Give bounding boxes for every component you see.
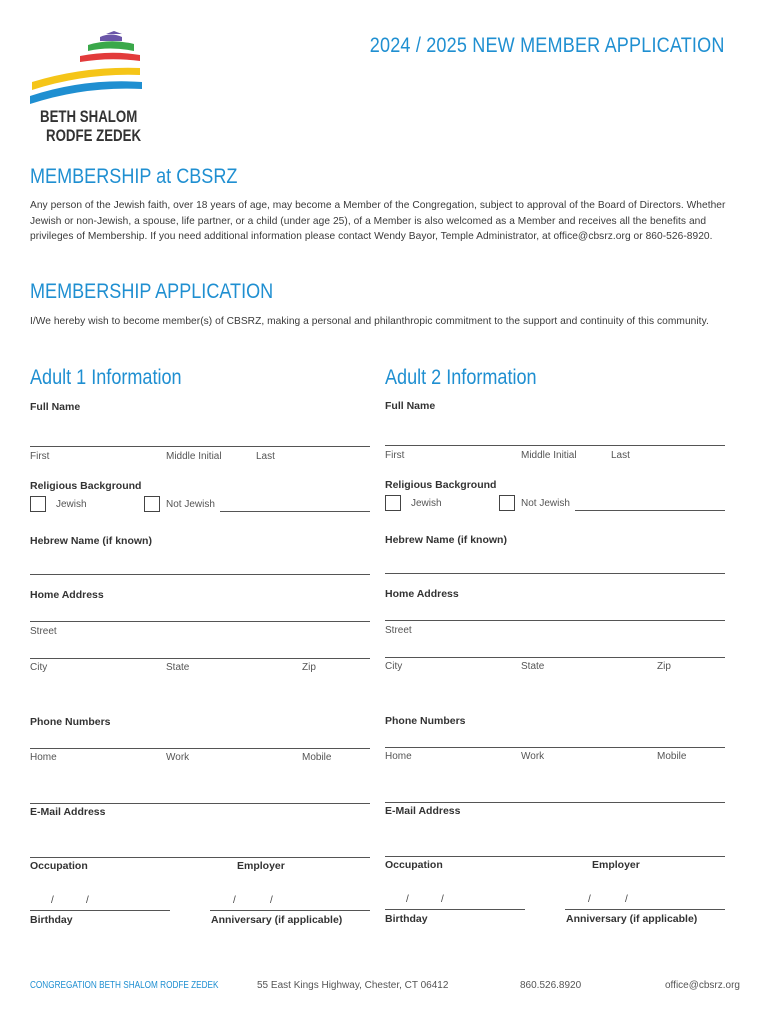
adult1-title: Adult 1 Information (30, 366, 182, 389)
adult1-anniversary-slash-2: / (270, 895, 273, 906)
adult1-mobile-phone-label: Mobile (302, 752, 332, 763)
footer-org-name: CONGREGATION BETH SHALOM RODFE ZEDEK (30, 980, 219, 991)
adult2-street-label: Street (385, 625, 412, 636)
adult1-hebrew-field[interactable] (30, 574, 370, 575)
adult1-hebrew-label: Hebrew Name (if known) (30, 535, 152, 547)
adult1-phones-label: Phone Numbers (30, 716, 111, 728)
membership-description: Any person of the Jewish faith, over 18 years of age, may become a Member of the Congregation, subject to approval of the Board of Directors. Whether Jewish or non-Jewish, a spouse, life partner, or a child (under age 25), of a Member is also welcomed as a Member and receives all the benefits and privileges of Membership. If you need additional information please contact Wendy Bayor, Temple Administrator, at office@cbsrz.org or 860-526-8920. (30, 200, 726, 242)
adult2-work-phone-label: Work (521, 751, 545, 762)
adult1-zip-label: Zip (302, 662, 316, 673)
adult1-email-label: E-Mail Address (30, 806, 106, 818)
adult1-street-label: Street (30, 626, 57, 637)
adult2-city-field[interactable] (385, 657, 725, 658)
adult2-first-label: First (385, 450, 405, 461)
adult1-birthday-label: Birthday (30, 914, 73, 926)
adult2-city-label: City (385, 661, 403, 672)
adult1-employer-label: Employer (237, 860, 285, 872)
logo-stripes-icon (30, 30, 145, 110)
footer-address: 55 East Kings Highway, Chester, CT 06412 (257, 980, 449, 991)
congregation-logo (30, 30, 145, 145)
adult2-full-name-label: Full Name (385, 400, 436, 412)
adult1-anniversary-label: Anniversary (if applicable) (211, 914, 343, 926)
adult2-not-jewish-label: Not Jewish (521, 498, 570, 509)
adult2-full-name-field[interactable] (385, 445, 725, 446)
adult1-email-field[interactable] (30, 803, 370, 804)
adult2-mobile-phone-label: Mobile (657, 751, 687, 762)
adult1-last-label: Last (256, 451, 275, 462)
adult2-street-field[interactable] (385, 620, 725, 621)
adult1-home-address-label: Home Address (30, 589, 104, 601)
adult1-full-name-field[interactable] (30, 446, 370, 447)
adult1-city-label: City (30, 662, 48, 673)
logo-text-line1: BETH SHALOM (40, 107, 138, 126)
adult1-street-field[interactable] (30, 621, 370, 622)
adult1-anniversary-slash-1: / (233, 895, 236, 906)
adult1-not-jewish-label: Not Jewish (166, 499, 215, 510)
adult1-work-phone-label: Work (166, 752, 190, 763)
adult2-religious-label: Religious Background (385, 479, 497, 491)
adult1-occupation-label: Occupation (30, 860, 88, 872)
footer-email-link[interactable]: office@cbsrz.org (665, 980, 740, 991)
adult2-hebrew-field[interactable] (385, 573, 725, 574)
adult2-birthday-label: Birthday (385, 913, 428, 925)
adult2-last-label: Last (611, 450, 630, 461)
adult1-birthday-slash-1: / (51, 895, 54, 906)
adult2-not-jewish-field[interactable] (575, 510, 725, 511)
adult2-anniversary-label: Anniversary (if applicable) (566, 913, 698, 925)
adult1-first-label: First (30, 451, 50, 462)
adult1-birthday-field[interactable] (30, 910, 170, 911)
membership-title: MEMBERSHIP at CBSRZ (30, 165, 238, 188)
adult2-hebrew-label: Hebrew Name (if known) (385, 534, 507, 546)
adult1-jewish-label: Jewish (56, 499, 87, 510)
application-statement: I/We hereby wish to become member(s) of CBSRZ, making a personal and philanthropic commitment to the support and continuity of this community. (30, 316, 709, 327)
adult2-birthday-field[interactable] (385, 909, 525, 910)
adult2-state-label: State (521, 661, 545, 672)
adult2-title: Adult 2 Information (385, 366, 537, 389)
adult2-employer-label: Employer (592, 859, 640, 871)
adult1-not-jewish-field[interactable] (220, 511, 370, 512)
adult1-state-label: State (166, 662, 190, 673)
adult2-jewish-label: Jewish (411, 498, 442, 509)
adult2-not-jewish-checkbox[interactable] (499, 495, 515, 511)
adult2-email-field[interactable] (385, 802, 725, 803)
application-section-title: MEMBERSHIP APPLICATION (30, 280, 274, 303)
adult1-jewish-checkbox[interactable] (30, 496, 46, 512)
application-title: 2024 / 2025 NEW MEMBER APPLICATION (370, 34, 725, 57)
adult2-occupation-field[interactable] (385, 856, 725, 857)
adult1-home-phone-label: Home (30, 752, 57, 763)
adult1-city-field[interactable] (30, 658, 370, 659)
adult2-phones-label: Phone Numbers (385, 715, 466, 727)
footer-phone: 860.526.8920 (520, 980, 582, 991)
adult2-anniversary-field[interactable] (565, 909, 725, 910)
adult2-birthday-slash-2: / (441, 894, 444, 905)
adult2-middle-label: Middle Initial (521, 450, 577, 461)
adult1-middle-label: Middle Initial (166, 451, 222, 462)
adult1-not-jewish-checkbox[interactable] (144, 496, 160, 512)
adult2-birthday-slash-1: / (406, 894, 409, 905)
adult1-occupation-field[interactable] (30, 857, 370, 858)
adult2-anniversary-slash-1: / (588, 894, 591, 905)
adult2-home-address-label: Home Address (385, 588, 459, 600)
adult1-religious-label: Religious Background (30, 480, 142, 492)
adult2-email-label: E-Mail Address (385, 805, 461, 817)
adult2-home-phone-label: Home (385, 751, 412, 762)
adult1-birthday-slash-2: / (86, 895, 89, 906)
adult1-full-name-label: Full Name (30, 401, 81, 413)
adult2-jewish-checkbox[interactable] (385, 495, 401, 511)
adult1-anniversary-field[interactable] (210, 910, 370, 911)
logo-text-line2: RODFE ZEDEK (46, 126, 142, 145)
adult2-zip-label: Zip (657, 661, 671, 672)
adult2-phones-field[interactable] (385, 747, 725, 748)
adult2-anniversary-slash-2: / (625, 894, 628, 905)
adult2-occupation-label: Occupation (385, 859, 443, 871)
adult1-phones-field[interactable] (30, 748, 370, 749)
